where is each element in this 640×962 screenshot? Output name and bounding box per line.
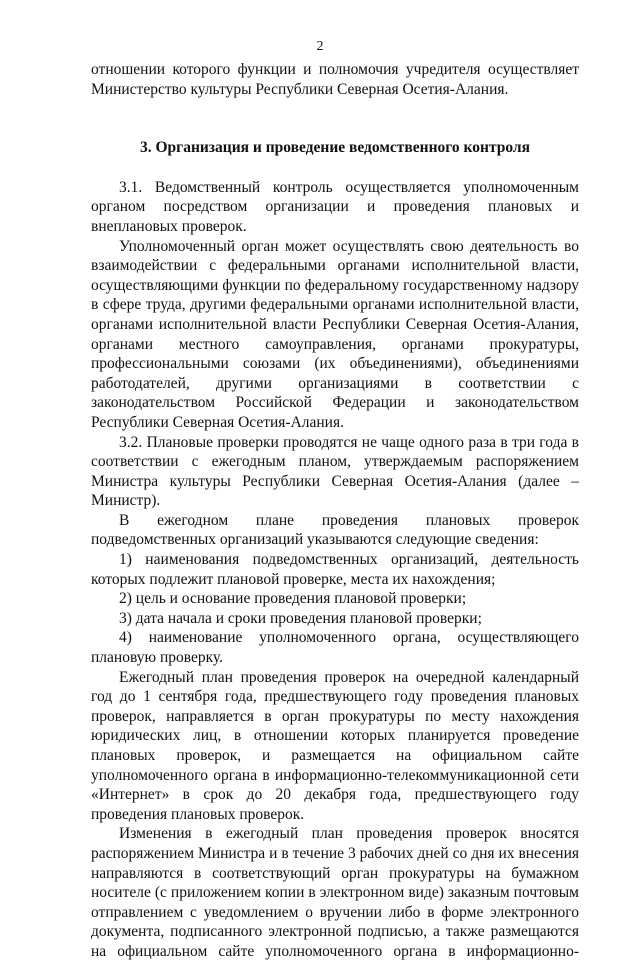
list-item-3: 3) дата начала и сроки проведения плановой проверки; bbox=[119, 609, 482, 627]
paragraph-3-2: 3.2. Плановые проверки проводятся не чаще одного раза в три года в соответствии с ежегодным планом, утверждаемым распоряжением Министра культуры Республики Северная Осетия-Алания (далее – Министр). bbox=[91, 433, 579, 510]
paragraph-authority-cooperation: Уполномоченный орган может осуществлять свою деятельность во взаимодействии с федеральными органами исполнительной власти, осуществляющими функции по федеральному государственному надзору в сфере труда, другими федеральными органами исполнительной власти, органами исполнительной власти Республики Северная Осетия-Алания, органами местного самоуправления, органами прокуратуры, профессиональными союзами (их объединениями), объединениями работодателей, другими организациями в соответствии с законодательством Российской Федерации и законодательством Республики Северная Осетия-Алания. bbox=[91, 237, 579, 431]
intro-paragraph: отношении которого функции и полномочия учредителя осуществляет Министерство культуры Республики Северная Осетия-Алания. bbox=[91, 61, 579, 98]
paragraph-plan-contents: В ежегодном плане проведения плановых проверок подведомственных организаций указываются следующие сведения: bbox=[91, 511, 579, 549]
paragraph-3-1: 3.1. Ведомственный контроль осуществляется уполномоченным органом посредством организации и проведения плановых и внеплановых проверок. bbox=[91, 178, 579, 235]
section-heading: 3. Организация и проведение ведомственного контроля bbox=[139, 139, 531, 157]
list-item-4: 4) наименование уполномоченного органа, осуществляющего плановую проверку. bbox=[91, 629, 579, 667]
document-body bbox=[91, 60, 579, 962]
paragraph-annual-plan: Ежегодный план проведения проверок на очередной календарный год до 1 сентября года, предшествующего году проведения плановых проверок, направляется в орган прокуратуры по месту нахождения юридических лиц, в отношении которых планируется проведение плановых проверок, и размещается на официальном сайте уполномоченного органа в информационно-телекоммуникационной сети «Интернет» в срок до 20 декабря года, предшествующего году проведения плановых проверок. bbox=[91, 668, 579, 823]
list-item-2: 2) цель и основание проведения плановой проверки; bbox=[119, 590, 467, 608]
page-number: 2 bbox=[316, 39, 324, 54]
list-item-1: 1) наименования подведомственных организаций, деятельность которых подлежит плановой проверке, места их нахождения; bbox=[91, 551, 579, 588]
paragraph-plan-changes: Изменения в ежегодный план проведения проверок вносятся распоряжением Министра и в течение 3 рабочих дней со дня их внесения направляются в соответствующий орган прокуратуры на бумажном носителе (с приложением копии в электронном виде) заказным почтовым отправлением с уведомлением о вручении либо в форме электронного документа, подписанного электронной подписью, а также размещаются на официальном сайте уполномоченного органа в информационно- bbox=[91, 825, 579, 960]
